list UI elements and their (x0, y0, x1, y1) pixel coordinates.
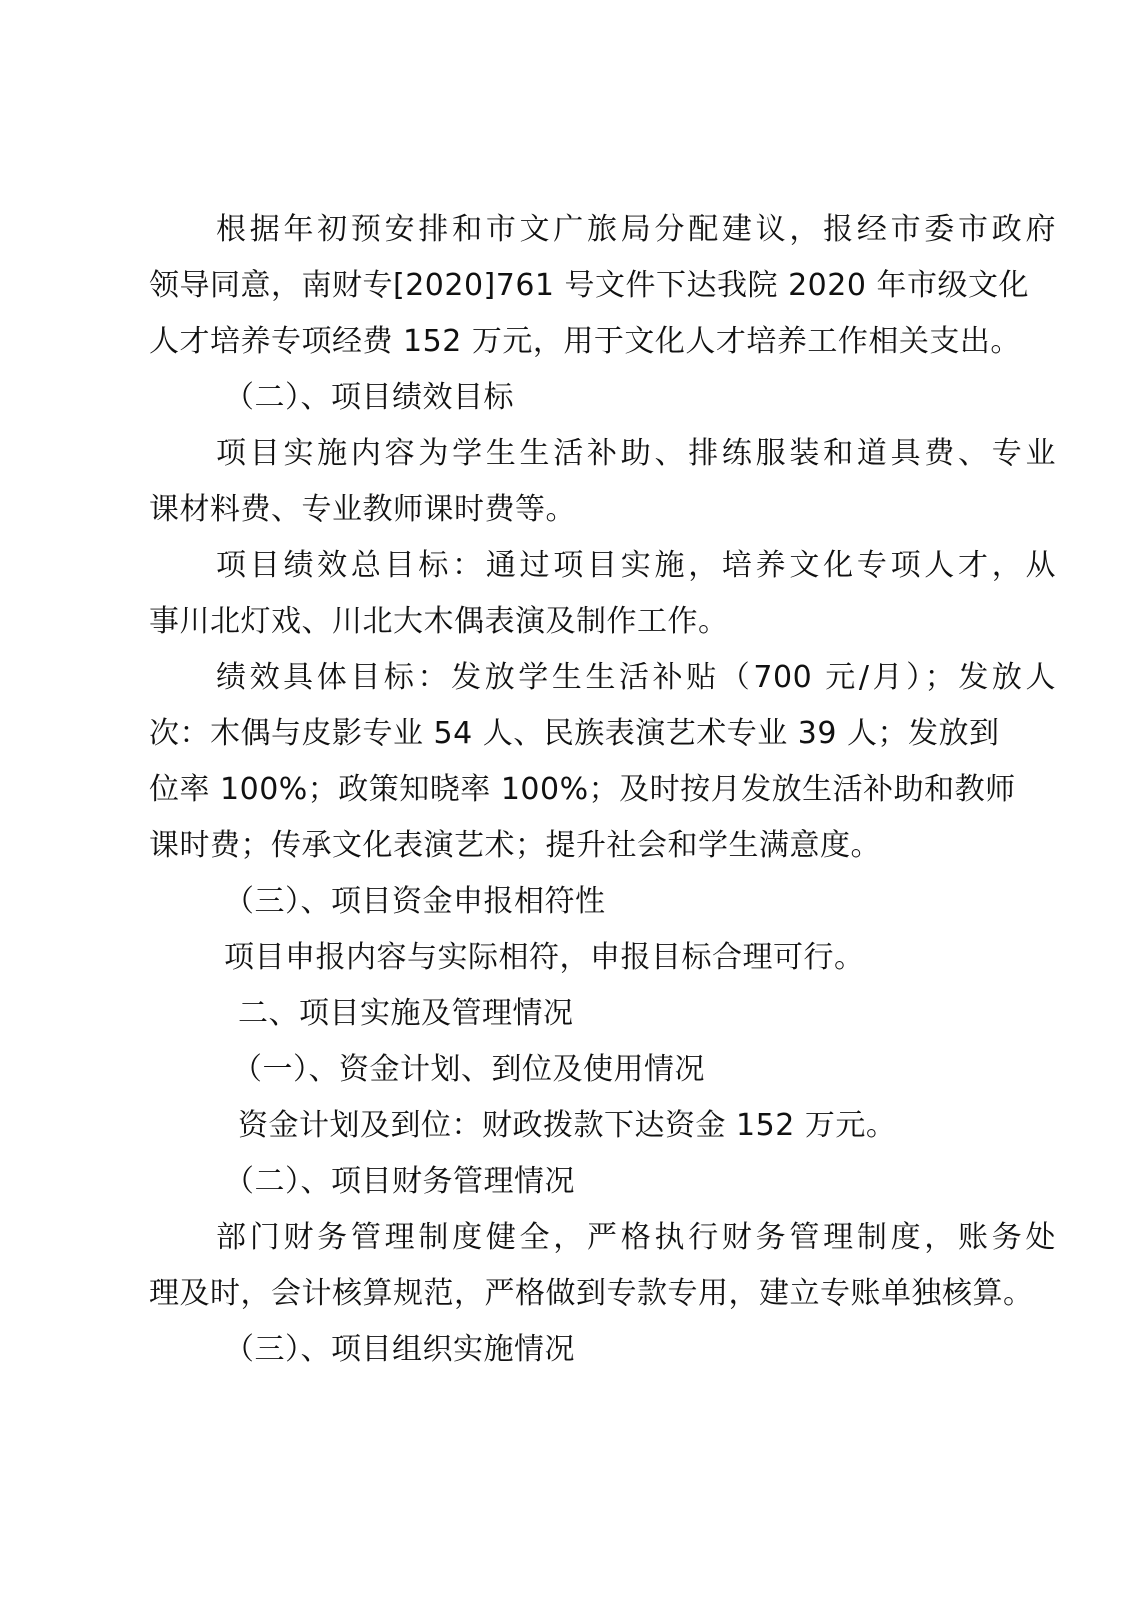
heading-organization-implementation: （三）、项目组织实施情况 (224, 1332, 575, 1367)
paragraph-funding-line-2: 领导同意，南财专[2020]761 号文件下达我院 2020 年市级文化 (149, 268, 1029, 303)
heading-financial-management: （二）、项目财务管理情况 (224, 1164, 575, 1199)
paragraph-conformity: 项目申报内容与实际相符，申报目标合理可行。 (224, 940, 865, 975)
heading-fund-plan: （一）、资金计划、到位及使用情况 (232, 1052, 705, 1087)
paragraph-overall-goal-line-1: 项目绩效总目标：通过项目实施，培养文化专项人才，从 (216, 548, 1056, 583)
paragraph-specific-goal-line-4: 课时费；传承文化表演艺术；提升社会和学生满意度。 (149, 828, 881, 863)
heading-implementation-management: 二、项目实施及管理情况 (238, 996, 574, 1031)
heading-performance-goals: （二）、项目绩效目标 (224, 380, 514, 415)
heading-fund-conformity: （三）、项目资金申报相符性 (224, 884, 606, 919)
paragraph-content-line-2: 课材料费、专业教师课时费等。 (149, 492, 576, 527)
paragraph-financial-line-1: 部门财务管理制度健全，严格执行财务管理制度，账务处 (216, 1220, 1056, 1255)
paragraph-overall-goal-line-2: 事川北灯戏、川北大木偶表演及制作工作。 (149, 604, 729, 639)
paragraph-specific-goal-line-3: 位率 100%；政策知晓率 100%；及时按月发放生活补助和教师 (149, 772, 1016, 807)
paragraph-specific-goal-line-2: 次：木偶与皮影专业 54 人、民族表演艺术专业 39 人；发放到 (149, 716, 1000, 751)
paragraph-funding-line-3: 人才培养专项经费 152 万元，用于文化人才培养工作相关支出。 (149, 324, 1021, 359)
paragraph-specific-goal-line-1: 绩效具体目标：发放学生生活补贴（700 元/月）；发放人 (216, 660, 1056, 695)
paragraph-financial-line-2: 理及时，会计核算规范，严格做到专款专用，建立专账单独核算。 (149, 1276, 1034, 1311)
paragraph-fund-plan: 资金计划及到位：财政拨款下达资金 152 万元。 (238, 1108, 897, 1143)
paragraph-funding-line-1: 根据年初预安排和市文广旅局分配建议，报经市委市政府 (216, 212, 1056, 247)
paragraph-content-line-1: 项目实施内容为学生生活补助、排练服装和道具费、专业 (216, 436, 1056, 471)
